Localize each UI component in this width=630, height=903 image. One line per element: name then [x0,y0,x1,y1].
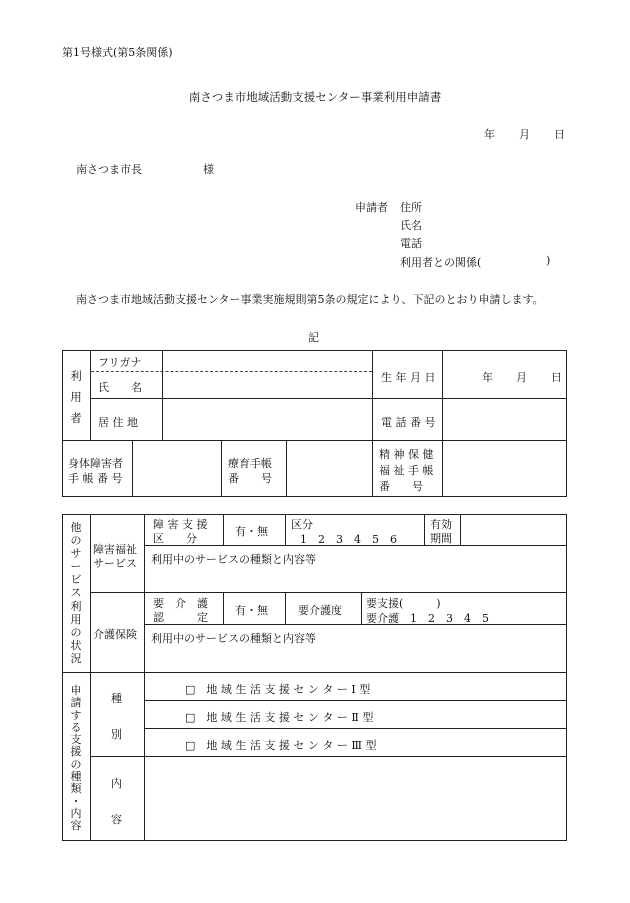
birth-day: 日 [551,371,562,384]
valid-period-label-2: 期間 [430,532,452,545]
date-year: 年 [484,128,495,141]
mental-cert-label-1: 精 神 保 健 [379,448,434,461]
residence-label: 居 住 地 [98,416,138,429]
ki-mark: 記 [308,331,319,344]
form-number: 第1号様式(第5条関係) [62,46,173,59]
user-label: 利 用 者 [70,369,82,425]
option-type-2[interactable]: □ 地 域 生 活 支 援 セ ン タ ー Ⅱ 型 [185,711,374,724]
disability-cert-label-2: 手 帳 番 号 [68,472,123,485]
care-cert-label-2: 認 定 [153,611,208,624]
phone-number-label: 電 話 番 号 [381,416,436,429]
date-day: 日 [554,128,565,141]
ryoiku-label-2: 番 号 [228,472,272,485]
kubun-label: 区分 [291,518,313,531]
content-label-top: 内 [111,777,122,790]
welfare-label-2: サービス [93,557,137,570]
name-field-label: 氏 名 [98,381,142,394]
furigana-label: フリガナ [98,356,142,369]
care-insurance-label: 介護保険 [93,628,137,641]
relation-close: ) [546,254,551,267]
addressee: 南さつま市長 [76,163,142,176]
relation-label: 利用者との関係( [400,256,482,269]
valid-period-label-1: 有効 [430,518,452,531]
care-yes-no: 有・無 [235,604,268,617]
mental-cert-label-3: 番 号 [379,480,423,493]
support-class-label-2: 区 分 [153,532,197,545]
applicant-label: 申請者 [355,201,388,214]
care-service-content: 利用中のサービスの種類と内容等 [151,632,316,645]
body-text: 南さつま市地域活動支援センター事業実施規則第5条の規定により、下記のとおり申請します。 [76,293,544,306]
form-title: 南さつま市地域活動支援センター事業利用申請書 [188,90,442,104]
type-label-top: 種 [111,692,122,705]
support-yes-no: 有・無 [235,525,268,538]
mental-cert-label-2: 福 祉 手 帳 [379,464,434,477]
content-label-bottom: 容 [111,813,122,826]
type-label-bottom: 別 [111,728,122,741]
birth-date-label: 生 年 月 日 [381,371,436,384]
kaigo-label: 要介護 1 2 3 4 5 [366,612,489,625]
birth-year: 年 [482,371,493,384]
other-services-label: 他 の サ ー ビ ス 利 用 の 状 況 [70,521,82,665]
option-type-3[interactable]: □ 地 域 生 活 支 援 セ ン タ ー Ⅲ 型 [185,739,377,752]
date-month: 月 [519,128,530,141]
phone-label: 電話 [400,237,422,250]
disability-cert-label-1: 身体障害者 [68,457,123,470]
shien-label: 要支援( ) [366,597,441,610]
honorific: 様 [203,163,214,176]
support-class-label-1: 障 害 支 援 [153,518,208,531]
care-cert-label-1: 要 介 護 [153,597,208,610]
option-type-1[interactable]: □ 地 域 生 活 支 援 セ ン タ ー Ⅰ 型 [185,683,371,696]
address-label: 住所 [400,201,422,214]
name-label: 氏名 [400,219,422,232]
care-level-label: 要介護度 [298,604,342,617]
welfare-service-content: 利用中のサービスの種類と内容等 [151,553,316,566]
kubun-numbers: 1 2 3 4 5 6 [300,533,397,546]
ryoiku-label-1: 療育手帳 [228,457,272,470]
apply-support-label: 申 請 す る 支 援 の 種 類 ・ 内 容 [70,684,82,833]
welfare-label-1: 障害福祉 [93,543,137,556]
birth-month: 月 [516,371,527,384]
